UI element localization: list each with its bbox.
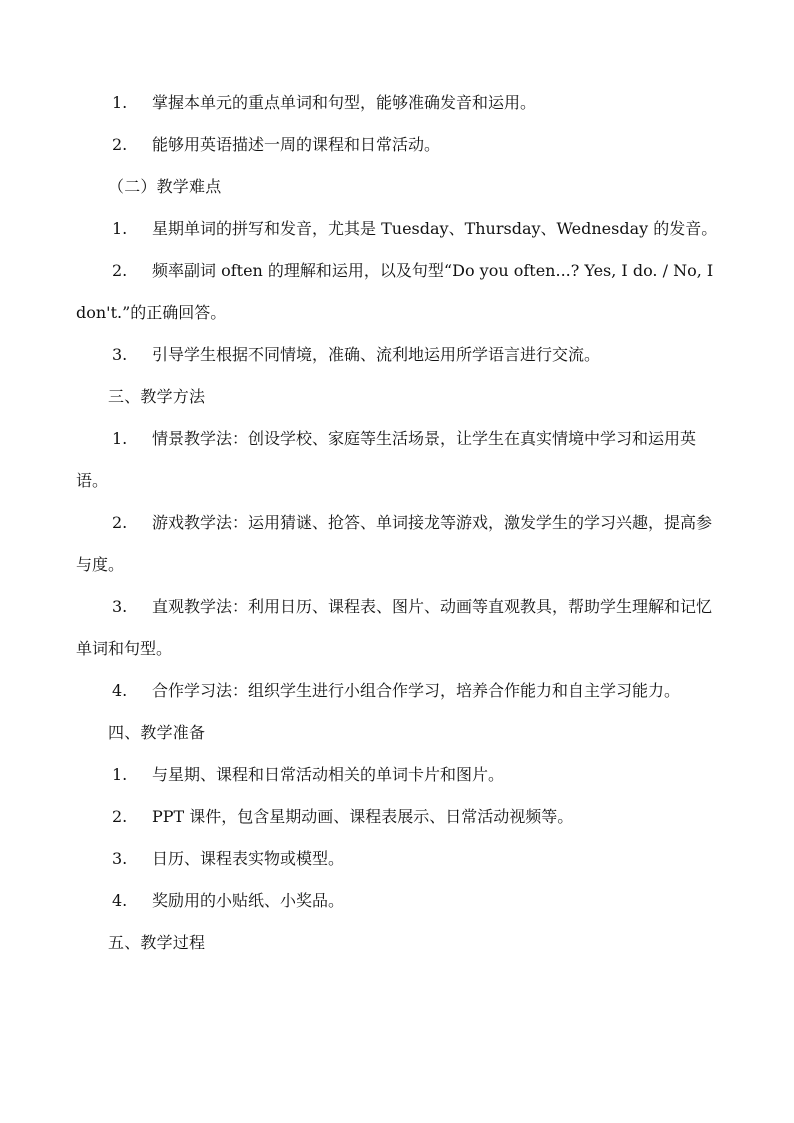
list-item-text: 游戏教学法：运用猜谜、抢答、单词接龙等游戏，激发学生的学习兴趣，提高参与度。 (76, 513, 713, 574)
list-item (76, 334, 719, 376)
list-item-text: 奖励用的小贴纸、小奖品。 (152, 891, 345, 910)
list-item-text: 频率副词 often 的理解和运用，以及句型“Do you often...? Yes, I do. / No, I don't.”的正确回答。 (76, 261, 714, 322)
list-item-number: 1. (112, 765, 128, 784)
list-item-text: 日历、课程表实物或模型。 (152, 849, 345, 868)
list-item (76, 586, 719, 670)
section-heading: 五、教学过程 (108, 933, 206, 952)
document-body (76, 82, 719, 964)
list-item (76, 418, 719, 502)
list-item (76, 124, 719, 166)
list-item-text: 情景教学法：创设学校、家庭等生活场景，让学生在真实情境中学习和运用英语。 (76, 429, 697, 490)
list-item-text: 能够用英语描述一周的课程和日常活动。 (152, 135, 441, 154)
section-heading: 三、教学方法 (108, 387, 206, 406)
list-item-number: 2. (112, 135, 128, 154)
section-heading: 四、教学准备 (108, 723, 206, 742)
list-item-text: 直观教学法：利用日历、课程表、图片、动画等直观教具，帮助学生理解和记忆单词和句型。 (76, 597, 713, 658)
list-item (76, 838, 719, 880)
list-item-text: 引导学生根据不同情境，准确、流利地运用所学语言进行交流。 (152, 345, 601, 364)
list-item (76, 880, 719, 922)
list-item-number: 4. (112, 681, 128, 700)
list-item-number: 1. (112, 93, 128, 112)
list-item (76, 754, 719, 796)
list-item (76, 502, 719, 586)
list-item-number: 2. (112, 261, 128, 280)
list-item-text: PPT 课件，包含星期动画、课程表展示、日常活动视频等。 (152, 807, 574, 826)
list-item-number: 1. (112, 219, 128, 238)
list-item-number: 3. (112, 597, 128, 616)
list-item-text: 与星期、课程和日常活动相关的单词卡片和图片。 (152, 765, 505, 784)
list-item-number: 1. (112, 429, 128, 448)
list-item-number: 2. (112, 513, 128, 532)
list-item-number: 3. (112, 849, 128, 868)
list-item (76, 82, 719, 124)
list-item (76, 796, 719, 838)
list-item-number: 2. (112, 807, 128, 826)
list-item-text: 掌握本单元的重点单词和句型，能够准确发音和运用。 (152, 93, 537, 112)
list-item (76, 250, 719, 334)
list-item-text: 合作学习法：组织学生进行小组合作学习，培养合作能力和自主学习能力。 (152, 681, 681, 700)
list-item-number: 3. (112, 345, 128, 364)
list-item (76, 670, 719, 712)
section-heading: （二）教学难点 (108, 177, 222, 196)
list-item-number: 4. (112, 891, 128, 910)
list-item-text: 星期单词的拼写和发音，尤其是 Tuesday、Thursday、Wednesday 的发音。 (152, 219, 718, 238)
list-item (76, 208, 719, 250)
